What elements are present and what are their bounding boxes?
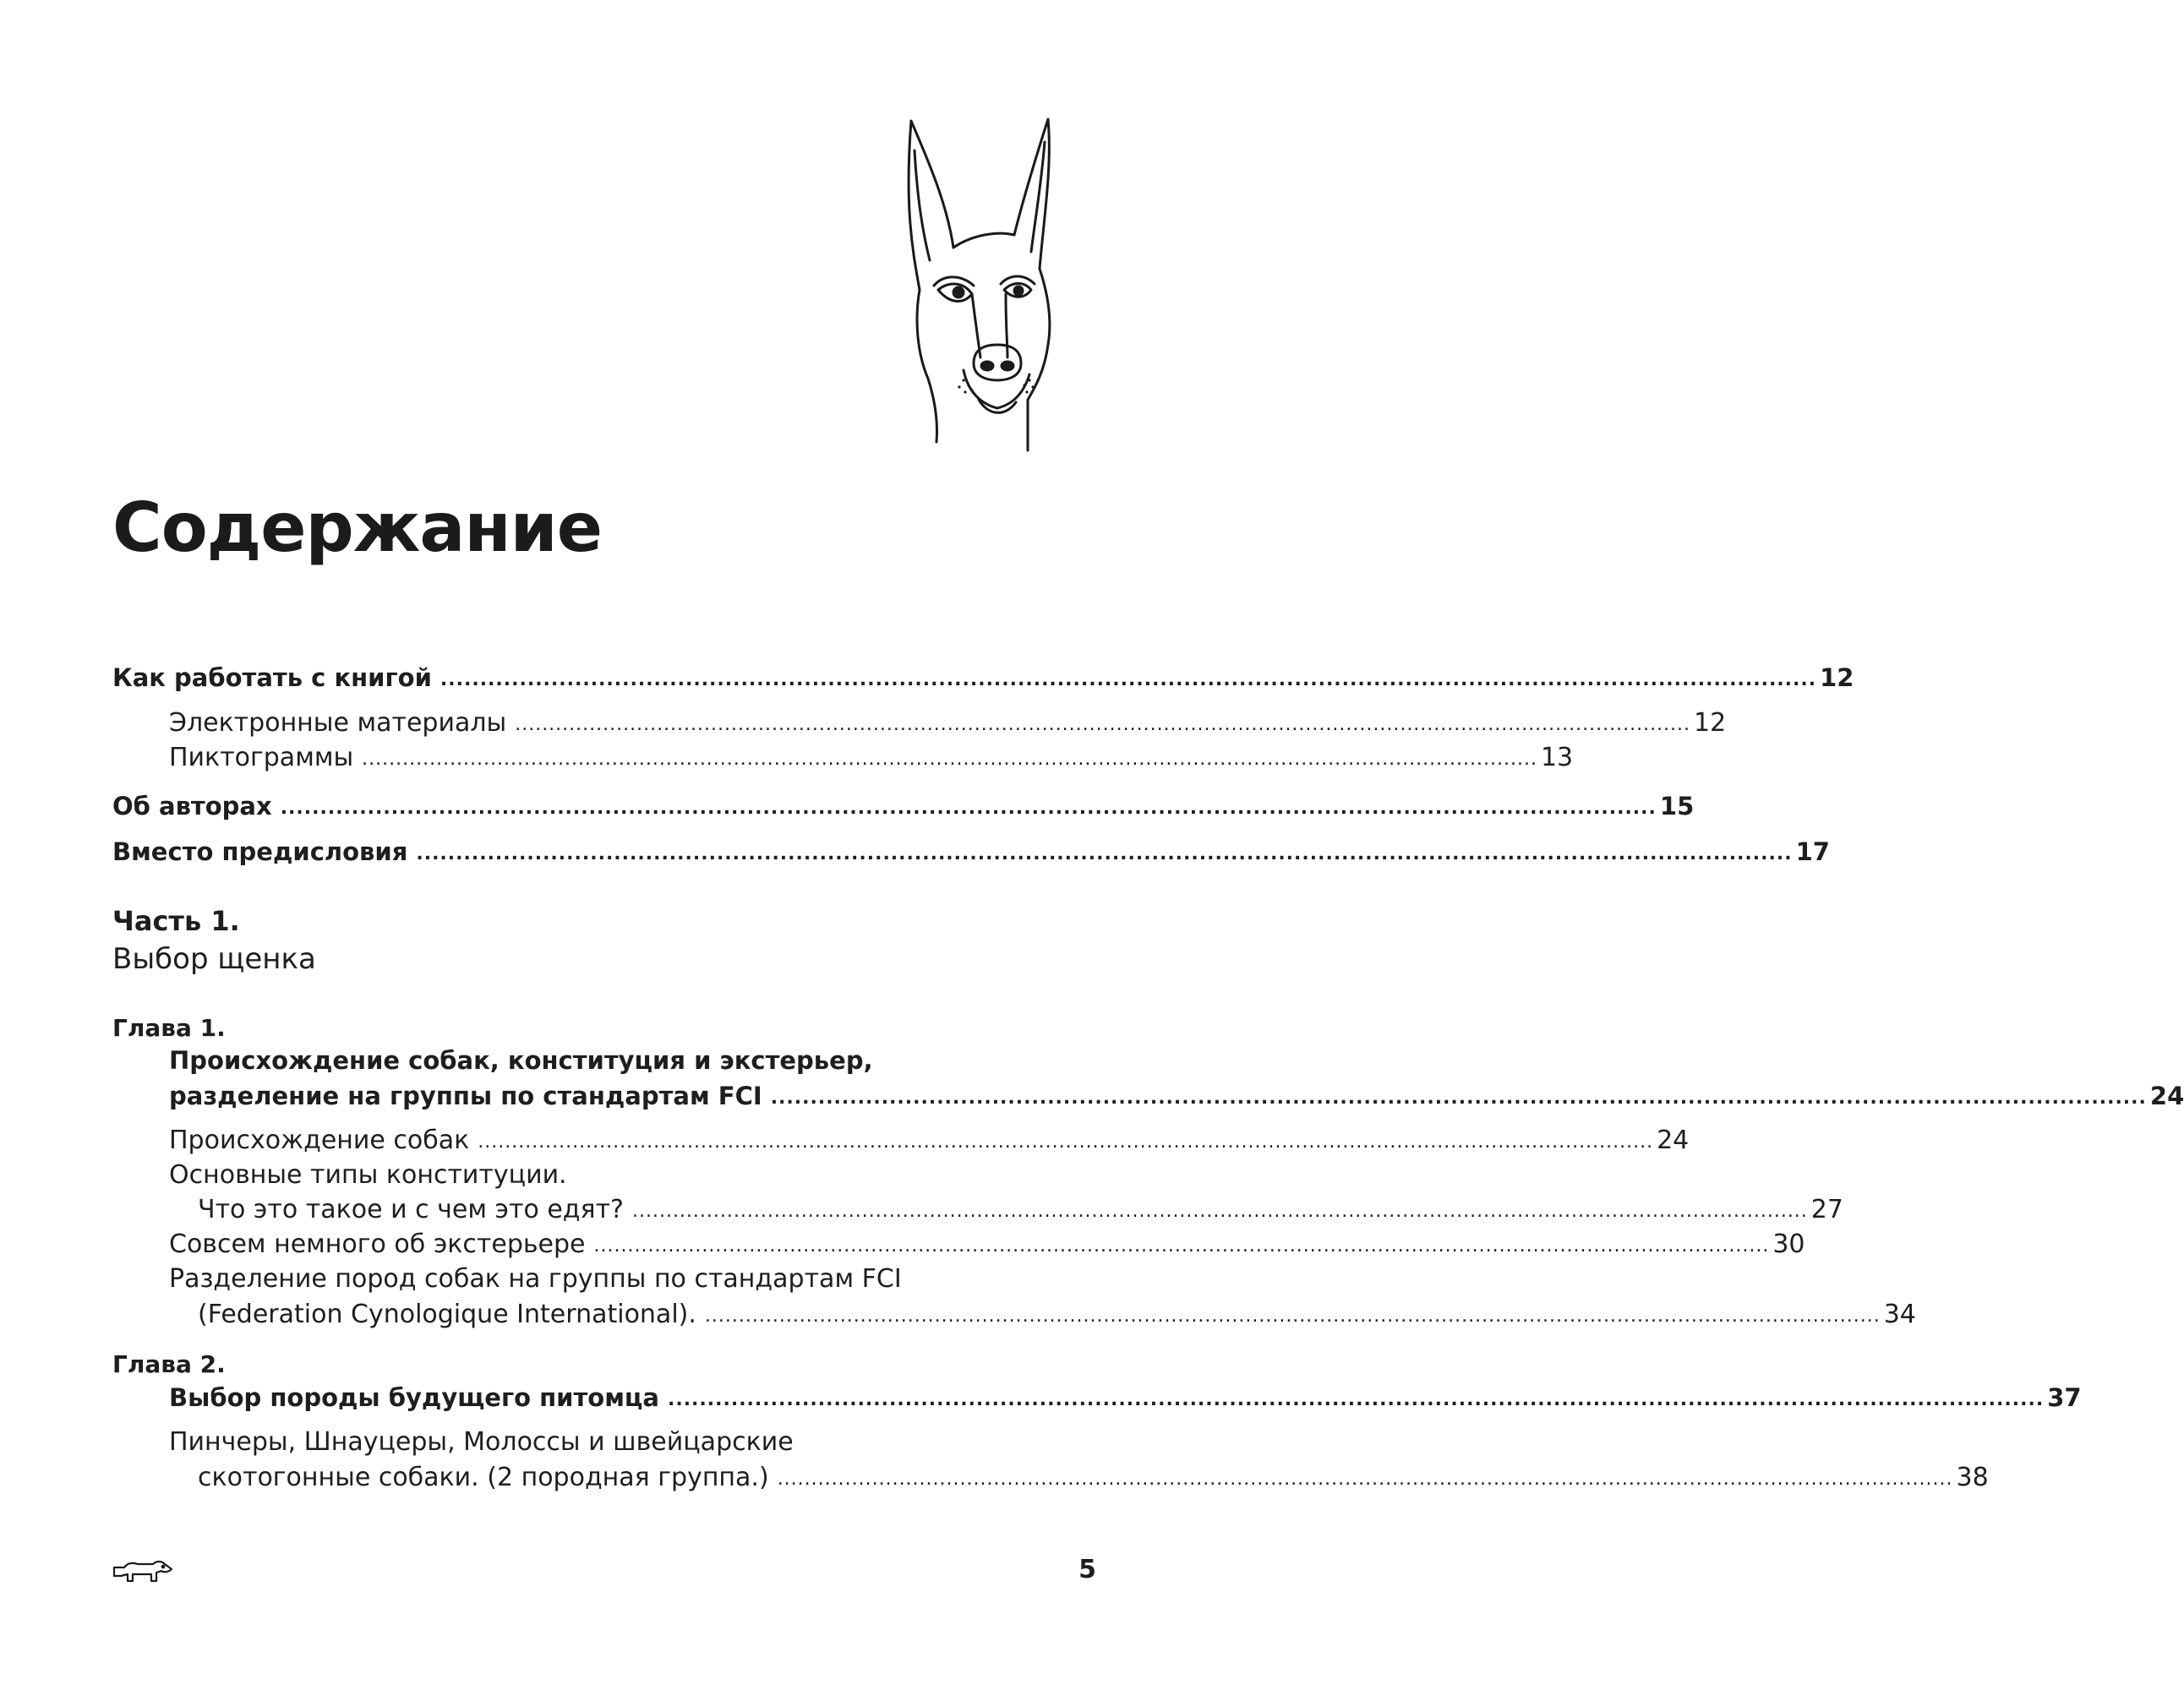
toc-entry[interactable]	[169, 1229, 1805, 1259]
toc-entry[interactable]	[112, 663, 1854, 692]
toc-entry[interactable]	[169, 743, 1574, 772]
dot-leader: ..............................................................................................................................................................................	[416, 843, 1793, 864]
dot-leader: ..............................................................................................................................................................................	[478, 1131, 1654, 1153]
toc-entry-label: скотогонные собаки. (2 породная группа.)	[198, 1463, 769, 1492]
toc-entry[interactable]	[198, 1300, 1916, 1329]
toc-entry-page: 15	[1659, 792, 1695, 820]
toc-entry[interactable]	[169, 1126, 1690, 1155]
toc-entry-label: Вместо предисловия	[112, 837, 408, 866]
toc-entry[interactable]	[198, 1195, 1843, 1224]
toc-entry-page: 24	[1657, 1126, 1690, 1155]
toc-entry[interactable]	[169, 708, 1727, 738]
page-title: Содержание	[112, 488, 602, 567]
toc-entry[interactable]	[169, 1383, 2082, 1412]
toc-entry-label: Происхождение собак	[169, 1126, 470, 1155]
toc-entry-page: 12	[1694, 708, 1727, 738]
toc-entry-label: Как работать с книгой	[112, 663, 432, 692]
dachshund-pointer-icon	[112, 1557, 173, 1588]
toc-entry[interactable]	[112, 837, 1830, 866]
toc-entry-page: 38	[1956, 1463, 1989, 1492]
part-number: Часть 1.	[112, 905, 240, 937]
toc-entry-label: разделение на группы по стандартам FCI	[169, 1082, 762, 1110]
dot-leader: ..............................................................................................................................................................................	[440, 669, 1817, 690]
toc-entry-page: 37	[2047, 1383, 2082, 1412]
dot-leader: ..............................................................................................................................................................................	[280, 798, 1657, 819]
dot-leader: ..............................................................................................................................................................................	[704, 1306, 1881, 1327]
toc-entry-page: 27	[1810, 1195, 1843, 1224]
page-number: 5	[1078, 1555, 1096, 1584]
toc-entry-page: 30	[1772, 1229, 1805, 1259]
toc-entry-label: Совсем немного об экстерьере	[169, 1229, 586, 1259]
chapter-number: Глава 2.	[112, 1350, 226, 1378]
toc-entry-label: Что это такое и с чем это едят?	[198, 1195, 624, 1224]
dot-leader: ..............................................................................................................................................................................	[667, 1389, 2045, 1410]
toc-entry-page: 13	[1540, 743, 1574, 772]
dot-leader: ..............................................................................................................................................................................	[777, 1469, 1953, 1490]
dot-leader: ..............................................................................................................................................................................	[593, 1235, 1770, 1257]
toc-entry[interactable]	[198, 1463, 1989, 1492]
dot-leader: ..............................................................................................................................................................................	[770, 1088, 2147, 1109]
toc-entry-line[interactable]: Разделение пород собак на группы по стандартам FCI	[169, 1264, 902, 1294]
toc-entry-label: (Federation Cynologique International).	[198, 1300, 696, 1329]
part-title: Выбор щенка	[112, 942, 316, 976]
toc-entry-label: Электронные материалы	[169, 708, 507, 738]
toc-entry[interactable]	[169, 1082, 2184, 1110]
toc-entry-page: 17	[1795, 837, 1830, 866]
toc-entry-page: 34	[1883, 1300, 1916, 1329]
chapter-number: Глава 1.	[112, 1014, 226, 1042]
doberman-head-illustration	[879, 117, 1086, 455]
chapter-title-line[interactable]: Происхождение собак, конституция и экстерьер,	[169, 1046, 873, 1075]
toc-entry-line[interactable]: Основные типы конституции.	[169, 1160, 567, 1190]
dot-leader: ..............................................................................................................................................................................	[515, 714, 1691, 735]
toc-entry-page: 24	[2149, 1082, 2184, 1110]
toc-entry-line[interactable]: Пинчеры, Шнауцеры, Молоссы и швейцарские	[169, 1427, 794, 1457]
toc-entry-label: Выбор породы будущего питомца	[169, 1383, 659, 1412]
toc-entry-label: Пиктограммы	[169, 743, 354, 772]
dot-leader: ..............................................................................................................................................................................	[362, 749, 1537, 770]
toc-entry[interactable]	[112, 792, 1695, 820]
dot-leader: ..............................................................................................................................................................................	[631, 1201, 1808, 1222]
toc-entry-label: Об авторах	[112, 792, 272, 820]
toc-entry-page: 12	[1820, 663, 1854, 692]
